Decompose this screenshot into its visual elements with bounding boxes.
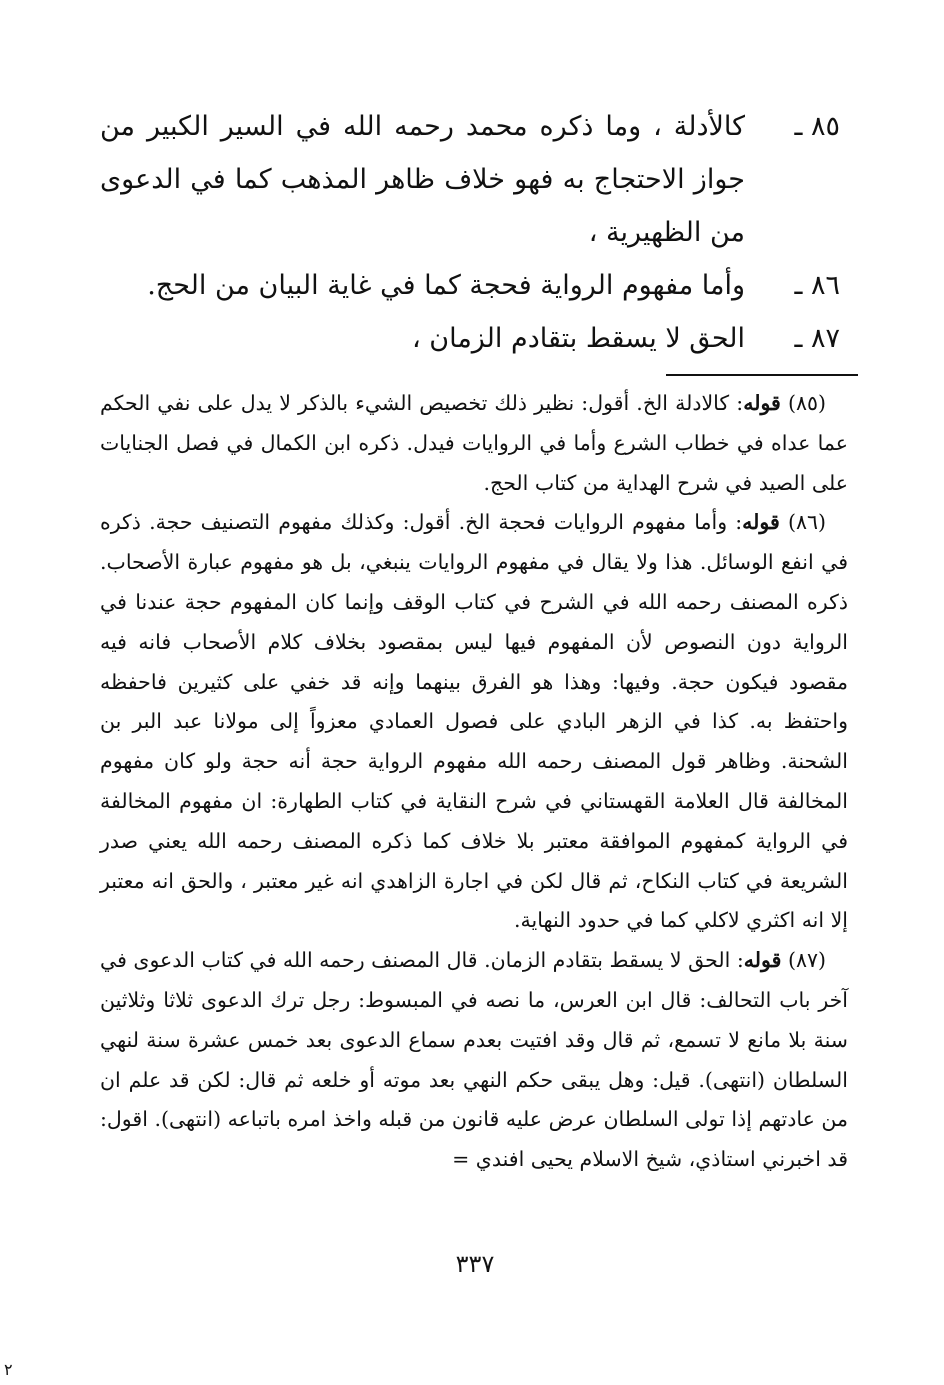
footnote: [100, 384, 848, 503]
entry-text: وأما مفهوم الرواية فحجة كما في غاية البيان من الحج.: [147, 270, 745, 301]
footnotes: [100, 384, 848, 1180]
footnote: [100, 503, 848, 941]
main-entry: [100, 259, 840, 312]
footnote-text: : وأما مفهوم الروايات فحجة الخ. أقول: وكذلك مفهوم التصنيف حجة. ذكره في انفع الوسائل. هذا ولا يقال في مفهوم الروايات ينبغي، بل هو مفهوم عبارة الأصحاب. ذكره المصنف رحمه الله في الشرح في كتاب الوقف وإنما كان المفهوم حجة عندنا في الرواية دون النصوص لأن المفهوم فيها ليس بمقصود بخلاف كلام الأصحاب فانه فيه مقصود فيكون حجة. وفيها: وهذا هو الفرق بينهما وإنه قد خفي على كثيرين فاحفظه واحتفظ به. كذا في الزهر البادي على فصول العمادي معزواً إلى مولانا عبد البر بن الشحنة. وظاهر قول المصنف رحمه الله مفهوم الرواية حجة أنه حجة ولو كان مفهوم المخالفة قال العلامة القهستاني في شرح النقاية في كتاب الطهارة: ان مفهوم المخالفة في الرواية كمفهوم الموافقة معتبر بلا خلاف كما ذكره المصنف رحمه الله يعني صدر الشريعة في كتاب النكاح، ثم قال لكن في اجارة الزاهدي انه غير معتبر ، والحق انه معتبر إلا انه اكثري لاكلي كما في حدود النهاية.: [100, 510, 848, 933]
main-entry: [100, 312, 840, 365]
page-number: ٣٣٧: [455, 1250, 495, 1278]
footnote-text: : الحق لا يسقط بتقادم الزمان. قال المصنف رحمه الله في كتاب الدعوى في آخر باب التحالف: قال ابن العرس، ما نصه في المبسوط: رجل ترك الدعوى ثلاثا وثلاثين سنة بلا مانع لا تسمع، ثم قال وقد افتيت بعدم سماع الدعوى بعد خمس عشرة سنة لنهي السلطان (انتهى). قيل: وهل يبقى حكم النهي بعد موته أو خلعه ثم قال: لكن قد علم ان من عادتهم إذا تولى السلطان عرض عليه قانون من قبله واخذ امره باتباعه (انتهى). اقول: قد اخبرني استاذي، شيخ الاسلام يحيى افندي =: [100, 948, 848, 1172]
footnote-number: (٨٥): [787, 391, 826, 415]
edge-mark: ٢: [4, 1360, 13, 1379]
entry-text: الحق لا يسقط بتقادم الزمان ،: [411, 323, 745, 354]
footnote: [100, 941, 848, 1180]
main-text: [100, 100, 840, 365]
footnote-keyword: قوله: [743, 391, 781, 415]
entry-number: ٨٥ ـ: [794, 111, 840, 142]
footnote-number: (٨٧): [787, 948, 826, 973]
footnote-separator: [666, 374, 858, 376]
entry-text: كالأدلة ، وما ذكره محمد رحمه الله في السير الكبير من جواز الاحتجاج به فهو خلاف ظاهر المذهب كما في الدعوى من الظهيرية ،: [100, 111, 745, 248]
footnote-keyword: قوله: [743, 948, 782, 973]
footnote-number: (٨٦): [787, 510, 826, 535]
footnote-keyword: قوله: [742, 510, 780, 535]
footnote-text: : كالادلة الخ. أقول: نظير ذلك تخصيص الشيء بالذكر لا يدل على نفي الحكم عما عداه في خطاب الشرع وأما في الروايات فيدل. ذكره ابن الكمال في فصل الجنايات على الصيد في شرح الهداية من كتاب الحج.: [100, 391, 848, 495]
main-entry: [100, 100, 840, 259]
entry-number: ٨٦ ـ: [794, 270, 840, 301]
entry-number: ٨٧ ـ: [794, 323, 840, 354]
